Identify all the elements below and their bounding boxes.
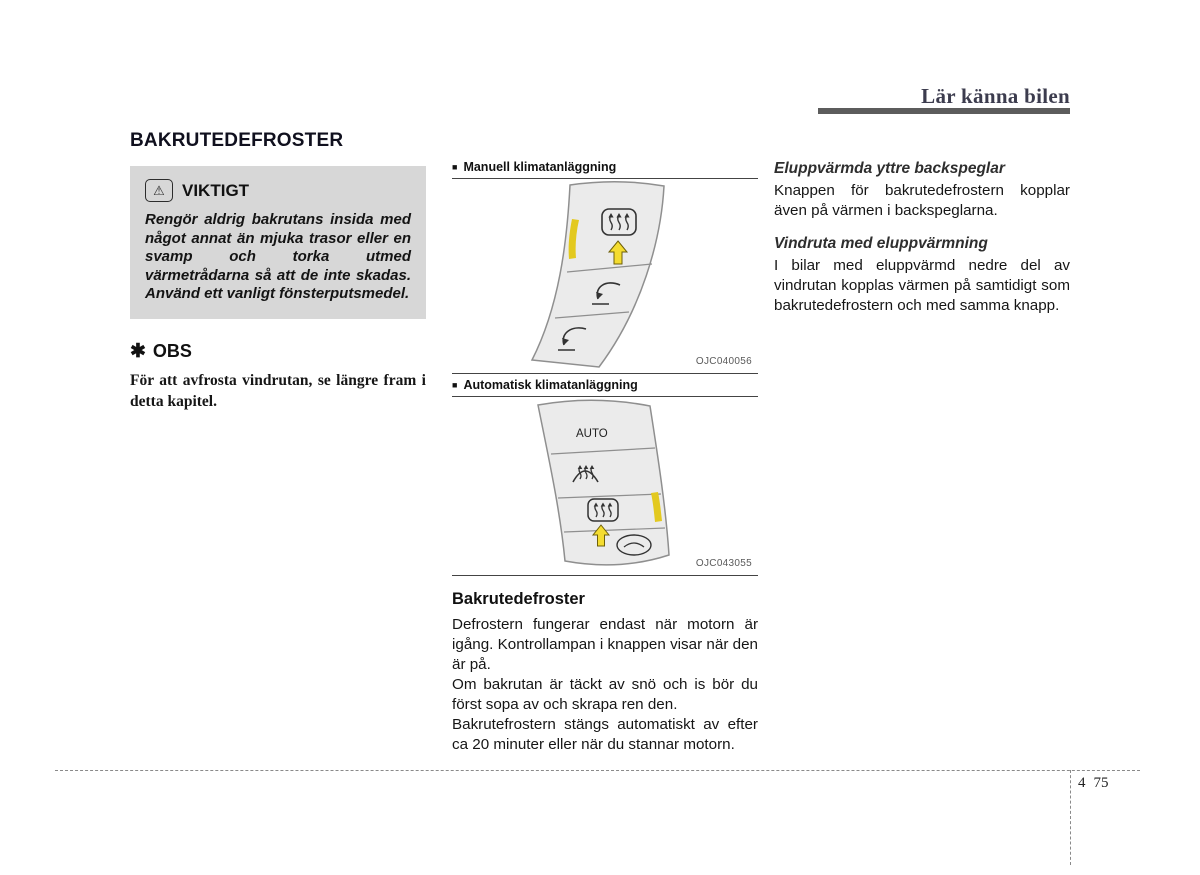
header-rule <box>818 108 1070 114</box>
figure-code: OJC040056 <box>695 356 752 367</box>
section-paragraph: Defrostern fungerar endast när motorn är igång. Kontrollampan i knappen visar när den är på. <box>452 616 758 673</box>
obs-label: OBS <box>152 340 192 361</box>
left-column <box>130 130 426 412</box>
manual-climate-panel-illustration <box>452 179 758 373</box>
subsection-text-mirrors: Knappen för bakrutedefrostern kopplar även på värmen i backspeglarna. <box>774 182 1070 219</box>
square-bullet-icon: ■ <box>452 379 458 390</box>
page-number-value: 75 <box>1093 775 1109 791</box>
warning-text: Rengör aldrig bakrutans insida med något annat än mjuka trasor eller en svamp och torka utmed värmetrådarna så att de inte skadas. Använd ett vanligt fönsterputsmedel. <box>145 211 411 302</box>
auto-button-label: AUTO <box>576 428 608 440</box>
figure-auto-climate <box>452 397 758 576</box>
right-column <box>774 160 1070 316</box>
chapter-title: Lär känna bilen <box>921 84 1070 108</box>
figure-caption-auto-label: Automatisk klimatanläggning <box>463 378 638 392</box>
warning-box <box>130 166 426 319</box>
warning-label: VIKTIGT <box>182 180 250 200</box>
subsection-title-mirrors: Eluppvärmda yttre backspeglar <box>774 160 1005 177</box>
middle-column <box>452 160 758 755</box>
figure-caption-manual-label: Manuell klimatanläggning <box>463 160 617 174</box>
figure-code: OJC043055 <box>695 558 752 569</box>
figure-caption-auto <box>452 378 758 397</box>
section-paragraph: Bakrutefrostern stängs automatiskt av efter ca 20 minuter eller när du stannar motorn. <box>452 716 758 753</box>
subsection-text-windshield: I bilar med eluppvärmd nedre del av vindrutan kopplas värmen på samtidigt som bakrutedefrostern och med samma knapp. <box>774 257 1070 314</box>
control-panel-shape <box>532 182 664 367</box>
obs-header <box>130 341 426 362</box>
square-bullet-icon: ■ <box>452 161 458 172</box>
figure-manual-climate <box>452 179 758 374</box>
section-title: Bakrutedefroster <box>452 590 585 608</box>
chapter-number: 4 <box>1078 775 1086 791</box>
figure-caption-manual <box>452 160 758 179</box>
warning-triangle-icon: ⚠ <box>145 179 173 202</box>
footer-dashed-vertical-line <box>1070 770 1071 865</box>
section-paragraph: Om bakrutan är täckt av snö och is bör du först sopa av och skrapa ren den. <box>452 676 758 713</box>
footer-dashed-line <box>55 770 1140 771</box>
subsection-title-windshield: Vindruta med eluppvärmning <box>774 235 988 252</box>
page-title: BAKRUTEDEFROSTER <box>130 130 344 151</box>
page-number <box>1078 775 1109 792</box>
obs-note <box>130 341 426 412</box>
auto-climate-panel-illustration <box>452 397 758 575</box>
warning-header <box>145 179 411 202</box>
asterisk-icon: ✱ <box>130 340 146 362</box>
obs-text: För att avfrosta vindrutan, se längre fram i detta kapitel. <box>130 371 426 410</box>
